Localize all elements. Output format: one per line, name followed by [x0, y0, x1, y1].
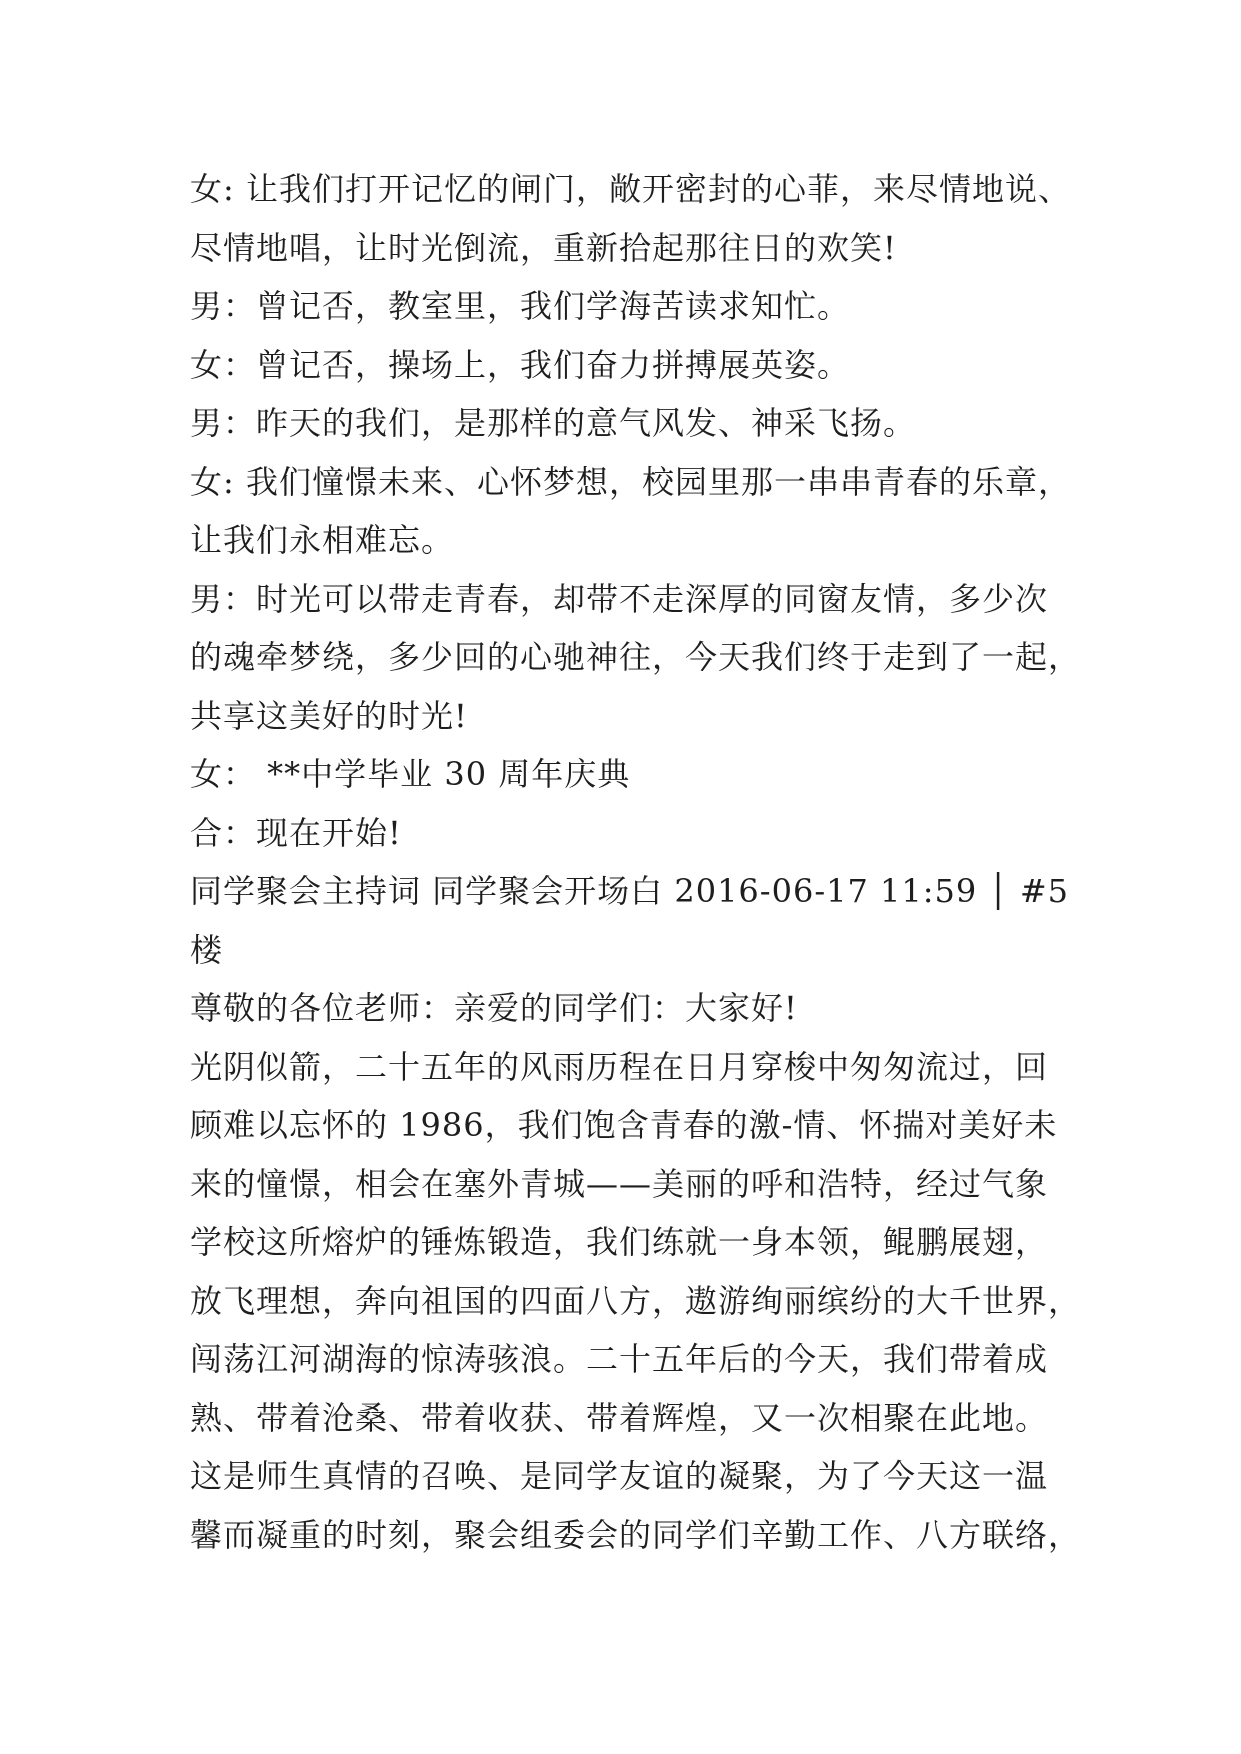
text-line: 女： **中学毕业 30 周年庆典 — [190, 755, 631, 793]
text-line: 女: 让我们打开记忆的闸门，敞开密封的心菲，来尽情地说、 — [190, 170, 1071, 208]
text-line: 合：现在开始! — [190, 813, 402, 852]
text-line: 顾难以忘怀的 1986，我们饱含青春的激-情、怀揣对美好未 — [190, 1106, 1058, 1144]
text-line: 女：曾记否，操场上，我们奋力拼搏展英姿。 — [190, 345, 851, 384]
section-header-line: 楼 — [190, 930, 224, 969]
document-body — [190, 160, 1082, 1564]
text-line: 这是师生真情的召唤、是同学友谊的凝聚，为了今天这一温 — [190, 1457, 1049, 1495]
greeting-line: 尊敬的各位老师：亲爱的同学们：大家好! — [190, 989, 798, 1027]
text-line: 共享这美好的时光! — [190, 696, 468, 735]
text-line: 男：时光可以带走青春，却带不走深厚的同窗友情，多少次 — [190, 579, 1049, 618]
text-line: 光阴似箭，二十五年的风雨历程在日月穿梭中匆匆流过，回 — [190, 1047, 1049, 1086]
text-line: 放飞理想，奔向祖国的四面八方，遨游绚丽缤纷的大千世界， — [190, 1281, 1082, 1320]
text-line: 来的憧憬，相会在塞外青城——美丽的呼和浩特，经过气象 — [190, 1164, 1049, 1203]
text-line: 的魂牵梦绕，多少回的心驰神往，今天我们终于走到了一起， — [190, 638, 1082, 676]
section-header-line: 同学聚会主持词 同学聚会开场白 2016-06-17 11:59 │ #5 — [190, 872, 1070, 910]
text-line: 男：曾记否，教室里，我们学海苦读求知忙。 — [190, 287, 851, 325]
text-line: 熟、带着沧桑、带着收获、带着辉煌，又一次相聚在此地。 — [190, 1398, 1049, 1437]
text-line: 闯荡江河湖海的惊涛骇浪。二十五年后的今天，我们带着成 — [190, 1340, 1049, 1378]
text-line: 学校这所熔炉的锤炼锻造，我们练就一身本领，鲲鹏展翅， — [190, 1223, 1049, 1261]
text-line: 尽情地唱，让时光倒流，重新拾起那往日的欢笑! — [190, 228, 897, 267]
text-line: 男：昨天的我们，是那样的意气风发、神采飞扬。 — [190, 404, 917, 442]
text-line: 女: 我们憧憬未来、心怀梦想，校园里那一串串青春的乐章， — [190, 462, 1071, 501]
text-line: 馨而凝重的时刻，聚会组委会的同学们辛勤工作、八方联络， — [190, 1515, 1082, 1554]
text-line: 让我们永相难忘。 — [190, 521, 455, 559]
